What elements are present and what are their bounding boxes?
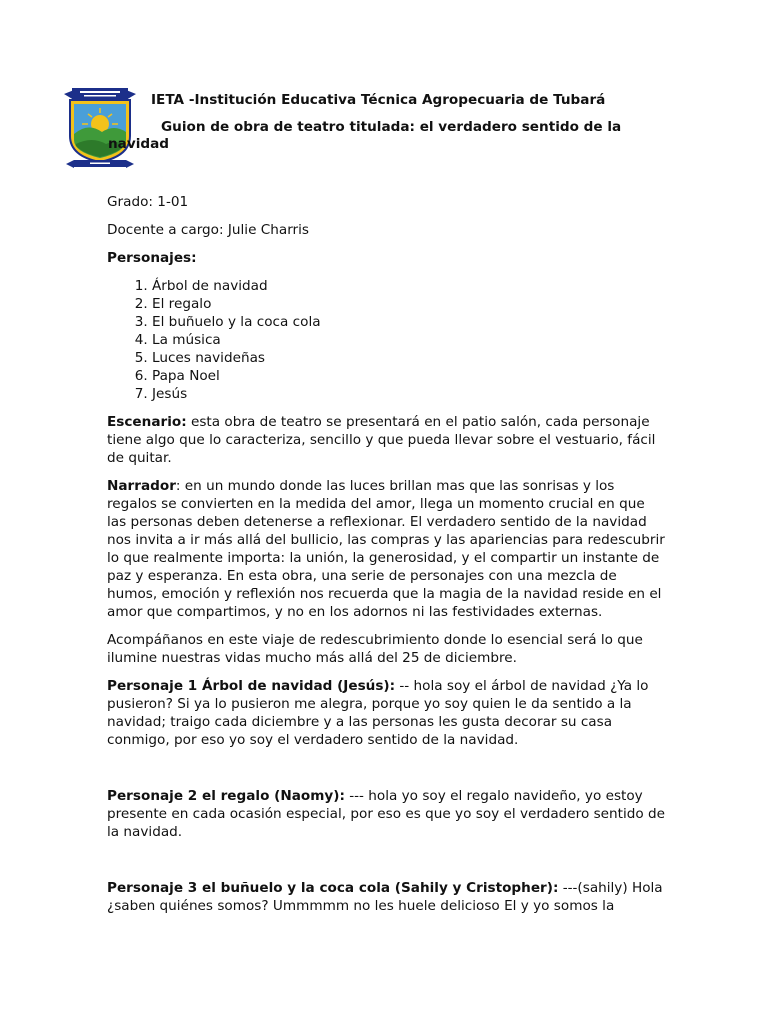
personaje3-paragraph xyxy=(107,879,667,915)
grado-line: Grado: 1-01 xyxy=(107,194,189,210)
personaje1-label: Personaje 1 Árbol de navidad (Jesús): xyxy=(107,678,396,694)
escenario-label: Escenario: xyxy=(107,414,187,430)
personaje2-label: Personaje 2 el regalo (Naomy): xyxy=(107,788,345,804)
list-item: 6. Papa Noel xyxy=(152,367,667,385)
personajes-list xyxy=(107,277,667,403)
document-title: Guion de obra de teatro titulada: el verdadero sentido de la navidad xyxy=(108,119,622,152)
narrador-text: : en un mundo donde las luces brillan mas que las sonrisas y los regalos se convierten en la medida del amor, llega un momento crucial en que las personas deben detenerse a reflexionar. El verdadero sentido de la navidad nos invita a ir más allá del bullicio, las compras y las apariencias para redescubrir lo que realmente importa: la unión, la generosidad, y el compartir un instante de paz y esperanza. En esta obra, una serie de personajes con una mezcla de humos, emoción y reflexión nos recuerda que la magia de la navidad reside en el amor que compartimos, y no en los adornos ni las festividades externas. xyxy=(107,478,665,620)
institution-name: IETA -Institución Educativa Técnica Agropecuaria de Tubará xyxy=(151,92,606,108)
personaje2-paragraph xyxy=(107,787,667,841)
narrador-label: Narrador xyxy=(107,478,176,494)
list-item: 2. El regalo xyxy=(152,295,667,313)
list-item: 3. El buñuelo y la coca cola xyxy=(152,313,667,331)
list-item: 7. Jesús xyxy=(152,385,667,403)
personaje3-text: ---(sahily) Hola ¿saben quiénes somos? Ummmmm no les huele delicioso El y yo somos la xyxy=(107,880,663,914)
personaje2-text: --- hola yo soy el regalo navideño, yo estoy presente en cada ocasión especial, por eso es que yo soy el verdadero sentido de la navidad. xyxy=(107,788,666,840)
docente-line: Docente a cargo: Julie Charris xyxy=(107,222,310,238)
document-body xyxy=(107,193,667,925)
narrador-paragraph xyxy=(107,477,667,621)
personajes-heading: Personajes: xyxy=(107,250,197,266)
list-item: 5. Luces navideñas xyxy=(152,349,667,367)
spacer xyxy=(107,851,667,879)
list-item: 1. Árbol de navidad xyxy=(152,277,667,295)
personaje1-paragraph xyxy=(107,677,667,749)
spacer xyxy=(107,759,667,787)
list-item: 4. La música xyxy=(152,331,667,349)
escenario-paragraph xyxy=(107,413,667,467)
acompananos-paragraph: Acompáñanos en este viaje de redescubrimiento donde lo esencial será lo que ilumine nuestras vidas mucho más allá del 25 de diciembre. xyxy=(107,632,643,666)
personaje3-label: Personaje 3 el buñuelo y la coca cola (Sahily y Cristopher): xyxy=(107,880,559,896)
escenario-text: esta obra de teatro se presentará en el patio salón, cada personaje tiene algo que lo caracteriza, sencillo y que pueda llevar sobre el vestuario, fácil de quitar. xyxy=(107,414,656,466)
personaje1-text: -- hola soy el árbol de navidad ¿Ya lo pusieron? Si ya lo pusieron me alegra, porque yo soy quien le da sentido a la navidad; traigo cada diciembre y a las personas les gusta decorar su casa conmigo, por eso yo soy el verdadero sentido de la navidad. xyxy=(107,678,649,748)
